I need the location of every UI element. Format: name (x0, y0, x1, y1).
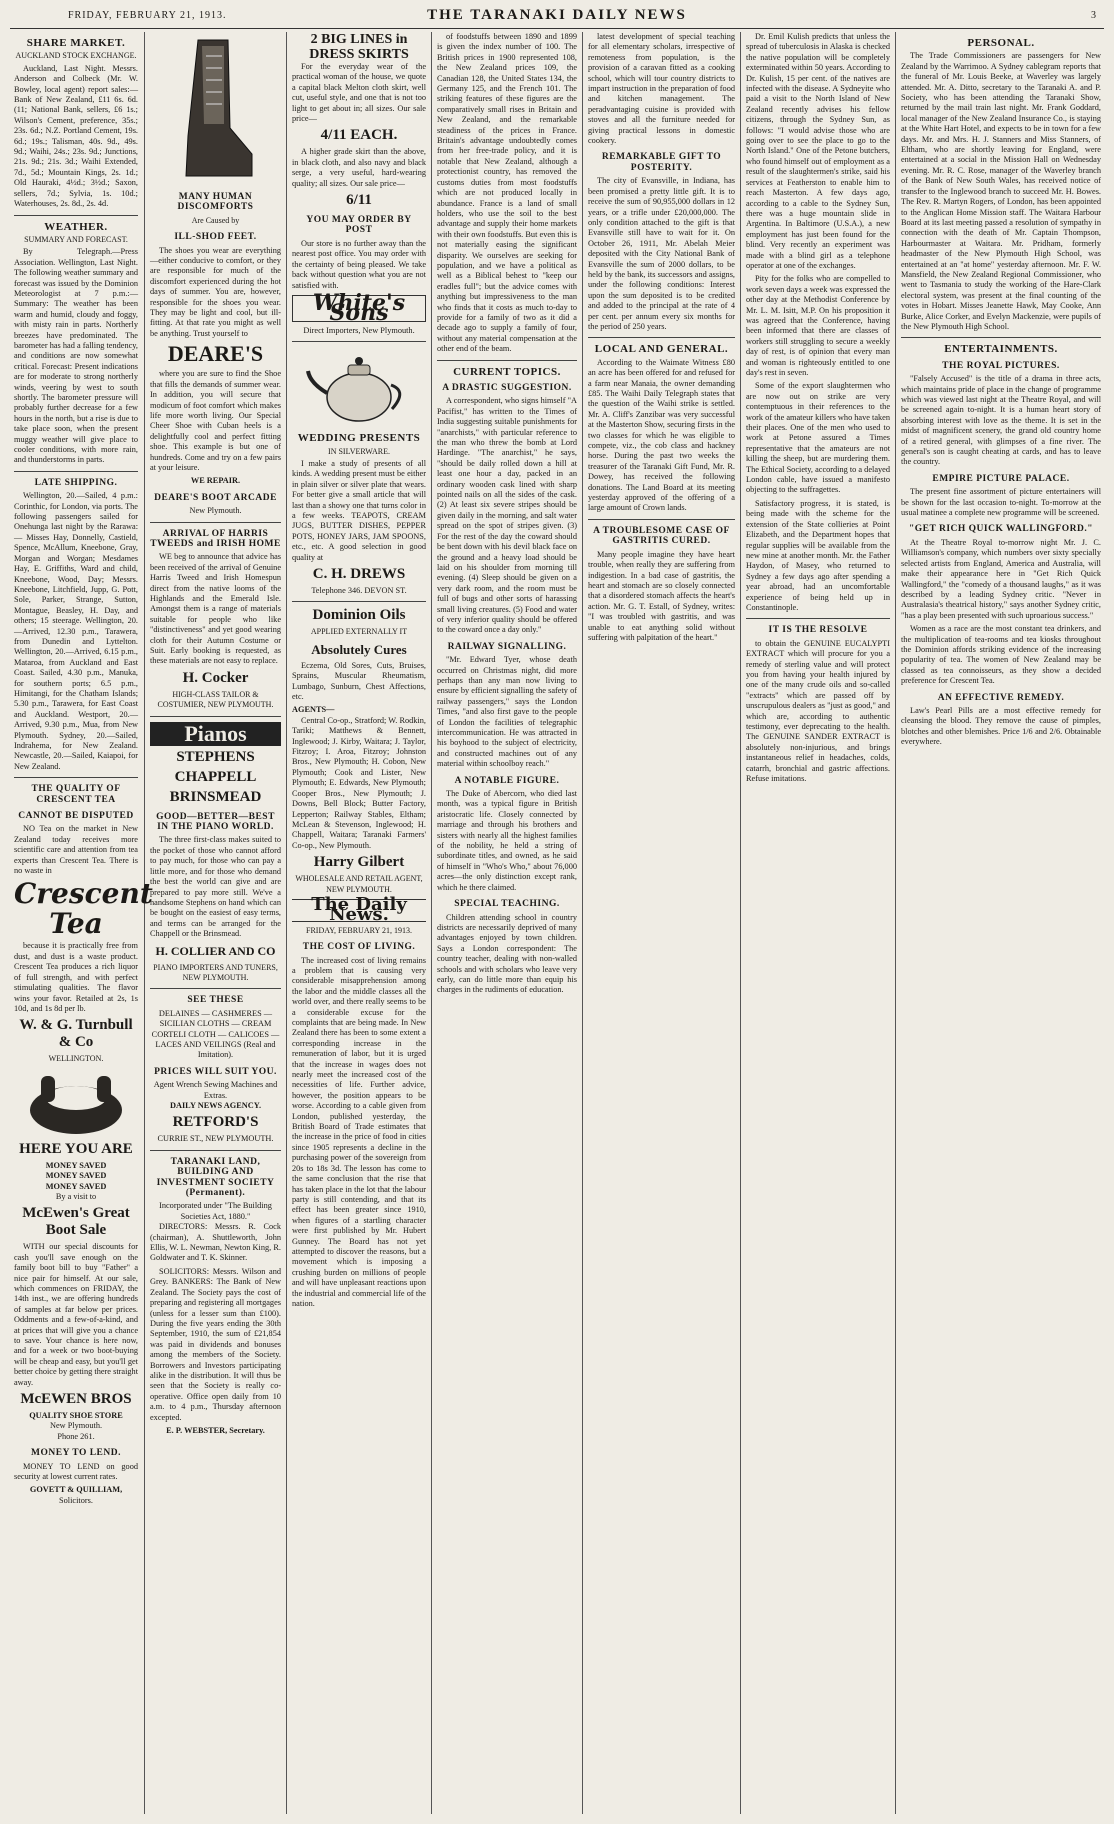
drastic-suggestion-article: A correspondent, who signs himself "A Pacifist," has written to the Times of India suggesting suitable punishments for "anarchists," with particular reference to the man who threw the bomb at Lord Hardinge. "The anarchist," he says, "should be daily rolled down a hill at least one hour a day, packed in an ordinary wooden cask lined with sharp pointed nails on all the sides of the cask. (2) At least six severe stripes should be given daily in the morning, and salt water spread on the spot of stripes given. (3) For the rest of the day the coward should be bent down with his devil black face on the ground and a heavy load should be laid on his shoulder from morning till evening. (4) Sleep should be given on a very dark room, and the room must be full of bugs and other sorts of harassing small living creatures. (5) Food and water of very inferior quality should be offered to the coward once a day only." (437, 396, 577, 635)
quality-shoe-store: QUALITY SHOE STORE (29, 1411, 123, 1421)
dress-price-2: 6/11 (346, 192, 372, 209)
entertainments-heading: ENTERTAINMENTS. (944, 343, 1058, 356)
good-better-best: GOOD—BETTER—BEST IN THE PIANO WORLD. (156, 811, 275, 833)
deare-ad-text-2: where you are sure to find the Shoe that fills the demands of summer wear. In addition, you will secure that modicum of foot comfort which makes life more worth living. Our Special Cheer Shoe with Cuban heels is a delightfully cool and perfect fitting shoe. This example is but one of hundreds. Come and try on a few pairs at your leisure. (150, 369, 281, 472)
wedding-presents-text: I make a study of presents of all kinds. A wedding present must be either in plain silver or silver plate that wears. For better give a small article that will last than a showy one that turns color in a few weeks. TEAPOTS, CREAM JUGS, BUTTER DISHES, PEPPER POTS, HONEY JARS, JAM SPOONS, etc., etc. A good selection in good quality at (292, 458, 426, 562)
column-rule (582, 32, 583, 1814)
divider (14, 215, 138, 216)
money-to-lend-text: MONEY TO LEND on good security at lowest current rates. (14, 1461, 138, 1482)
collieries-item: Satisfactory progress, it is stated, is being made with the scheme for the extension of the State collieries at Point Elizabeth, and the Department hopes that regular supplies will be available from the new mine at another month. Mr. the Father Haydon, of Masey, who returned to Sydney a few days ago after spending a year abroad, had an uncomfortable experience of being held up in Constantinople. (746, 498, 890, 612)
mcewen-phone: Phone 261. (57, 1431, 95, 1441)
building-society-text: SOLICITORS: Messrs. Wilson and Grey. BANKERS: The Bank of New Zealand. The Society pays the cost of preparing and registering all mortgages (unless for a lesser sum than £100). During the five years ending the 30th September, 1910, the sum of £21,854 was paid in dividends and bonuses among the members of the Society. Borrowers and Investors participating alike in the distribution. It will thus be seen that the Society is really co-operative. Office open daily from 10 a.m. to 4 p.m., Thursday afternoon excepted. (150, 1266, 281, 1422)
eucalypti-text: to obtain the GENUINE EUCALYPTI EXTRACT which will procure for you a remedy of sterling value and will protect you from having your health injured by one of the many crude oils and so-called "extracts" which are passed off by unscrupulous dealers as "just as good," and which are, according to authentic testimony, ever deprecating to the health. The GENUINE SANDER EXTRACT is absolutely non-injurious, and brings instantaneous relief in headaches, colds, catarrh, bronchial and gastric affections. Refuse imitations. (746, 638, 890, 784)
current-topics-heading: CURRENT TOPICS. (453, 365, 561, 378)
gilbert-sub: WHOLESALE AND RETAIL AGENT, NEW PLYMOUTH. (295, 874, 423, 894)
editorial-continued: of foodstuffs between 1890 and 1899 is given the index number of 100. The British prices in 1900 represented 108, the New Zealand prices 109, the Canadian 128, the United States 134, the Germany 125, and the French 101. The striking features of these figures are the comparatively small rises in Britain and New Zealand, and the remarkable steadiness of the prices in France. Britain's advantage undoubtedly comes from her free-trade policy, and it is notable that New Zealand, although a protectionist country, has removed the customs duties from most foodstuffs which are not produced locally in abundance. France is a land of small holders, who use the soil to the best advantage and supply their home markets with their own foodstuffs. But even this is not materially easing the significant disparity. We ourselves are seeking for population, and we have a political as well as a Biblical behest to "keep our eradles full"; but the advice comes with anything but impressiveness to the man who finds that it costs as much to-day to provide for a family of two as it did a decade ago to supply a family of four, without any material compensation at the other end of the beam. (437, 32, 577, 354)
dominion-oils-sub: APPLIED EXTERNALLY IT (310, 627, 408, 637)
notable-figure-heading: A NOTABLE FIGURE. (454, 775, 560, 786)
harris-tweeds-heading: ARRIVAL OF HARRIS TWEEDS and IRISH HOME (150, 528, 281, 549)
personal-article: The Trade Commissioners are passengers for New Zealand by the Warrimoo. A Sydney cablegram reports that the funeral of Mr. Louis Beeke, at Waverley was largely attended. Mr. A. Ditto, secretary to the Taranaki A. and P. Society, who has been attending the Taranaki Show, returned by the mail train last night. Mr. Frank Goddard, local manager of the New Zealand Insurance Co., is staying at the White Hart Hotel, and expects to be in town for a few days. Mr. and Mrs. H. J. Stanners and Miss Stanners, of Eltham, who are shortly leaving for England, were entertained at a social in the Mission Hall on Wednesday evening. Mr. R. C. Rose, manager of the Waverley branch of the Bank of New South Wales, has received notice of transfer to the Inglewood branch to succeed Mr. H. Bowes. The Rev. R. Martyn Rogers, of London, has been appointed to the Anglican Home Mission staff. The Waitara Harbour Board at its last meeting passed a resolution of sympathy in connection with the death of Mr. Captain Thompson, Harbourmaster at Waitara. Mr. Pridham, formerly headmaster of the New Plymouth High School, was entertained at an "at home" yesterday afternoon. Mr. F. W. Mansfield, the New Zealand Regional Commissioner, who went to Tasmania to study the working of the Hare-Clark electoral system, was present at the final counting of the votes in Hobart. Misses Jeanette Hawk, May Cooke, Ann Burke, Alice Corker, and Evelyn Mackenzie, were pupils of the New Plymouth High School. (901, 51, 1101, 331)
column-rule (144, 32, 145, 1814)
crescent-ad-text-2: because it is practically free from dust, and dust is a waste product. Crescent Tea produces a rich liquor of full strength, and with perfect stimulating qualities. The flavor wins your favor. Retailed at 2s, 1s 10d, and 1s 8d per lb. (14, 941, 138, 1013)
special-teaching-heading: SPECIAL TEACHING. (454, 899, 560, 910)
dress-skirts-text-2: A higher grade skirt than the above, in black cloth, and also navy and black serge, a very useful, hard-wearing quality; all sizes. Our sale price— (292, 147, 426, 188)
column-6 (746, 32, 890, 1816)
column-rule (740, 32, 741, 1814)
cost-of-living-heading: THE COST OF LIVING. (302, 942, 416, 953)
money-saved-line: MONEY SAVED (45, 1171, 107, 1181)
harris-tweeds-text: WE beg to announce that advice has been received of the arrival of Genuine Harris Tweed and Irish Homespun direct from the native looms of the Highlands and the Emerald Isle. Amongst them is a range of materials suitable for people who like "distinctiveness" and yet good wearing cloth for their Autumn Costume or Suit. Early booking is requested, as these materials are not easy to replace. (150, 552, 281, 666)
wedding-presents-heading: WEDDING PRESENTS (297, 432, 421, 445)
see-these-heading: SEE THESE (187, 995, 244, 1006)
effective-remedy-heading: AN EFFECTIVE REMEDY. (937, 692, 1065, 703)
day-of-rest-item: Pity for the folks who are compelled to work seven days a week was expressed the other day at the Methodist Conference by Mr. L. M. Isitt, M.P. On his proposition it was agreed that the Conference, having been informed that there are classes of workers still struggling to secure a weekly day of rest, is of opinion that every man and woman is righteously entitled to one day's rest in seven. (746, 274, 890, 377)
masthead (10, 6, 1104, 29)
money-to-lend-heading: MONEY TO LEND. (31, 1448, 121, 1459)
divider (292, 341, 426, 342)
order-by-post-text: Our store is no further away than the nearest post office. You may order with the certainty of being pleased. We take back without question what you are not satisfied with. (292, 238, 426, 290)
masthead-page-number: 3 (1091, 10, 1096, 21)
wallingford-article: At the Theatre Royal to-morrow night Mr. J. C. Williamson's company, which numbers over sixty specially selected artists from England, America and Australia, will make their appearance here in "Get Rich Quick Wallingford," the "comedy of a thousand laughs," as it was described by a leading Sydney critic. "Never in Australasia's theatrical history," says another Sydney critic, "has a play been presented with such uproarious success." (901, 537, 1101, 620)
harry-gilbert: Harry Gilbert (313, 854, 405, 871)
here-you-are-heading: HERE YOU ARE (19, 1140, 133, 1157)
wallingford-heading: "GET RICH QUICK WALLINGFORD." (908, 524, 1094, 535)
gastritis-article: Many people imagine they have heart trouble, when really they are suffering from indigestion. In a bad case of gastritis, the heart and stomach are so closely connected that a disordered stomach affects the heart's action. Mr. G. T. Estall, of Sydney, writes: "I was troubled with gastritis, and was unable to eat anything solid without suffering with palpitation of the heart." (588, 549, 735, 642)
retford-address: CURRIE ST., NEW PLYMOUTH. (157, 1134, 274, 1144)
share-market-subheading: AUCKLAND STOCK EXCHANGE. (15, 51, 137, 61)
weather-article: By Telegraph.—Press Association. Wellington, Last Night. The following weather summary and forecast was issued by the Dominion Meteorologist at 7 p.m.:— Summary: The weather has been warm and humid, cloudy and foggy, with misty rain in parts. Northerly breezes have predominated. The barometer has had a falling tendency, and conditions are now somewhat critical. Forecast: Present indications are for moderate to strong northerly winds, veering by west to south shortly. The barometer pressure will probably further decrease for a few hours in the north, but a rise is due to take place soon, when the present muggy weather will give place to cooler conditions, with more rain, and thunderstorms in parts. (14, 247, 138, 465)
deare-ad-text: The shoes you wear are everything—either conducive to comfort, or they are responsible for much of the discomfort experienced during the hot days of summer. You are, however, responsible for the shoes you wear. They may be light and cool, but ill-fitting. At that rate you might as well be anything. Trust yourself to (150, 245, 281, 338)
webster-signature: E. P. WEBSTER, Secretary. (166, 1425, 265, 1435)
mcewen-bros: McEWEN BROS (20, 1391, 132, 1408)
deare-location: New Plymouth. (189, 506, 242, 516)
column-2 (150, 32, 281, 1816)
masthead-date: FRIDAY, FEBRUARY 21, 1913. (68, 10, 227, 21)
money-saved-line: MONEY SAVED (45, 1160, 107, 1170)
gastritis-heading: A TROUBLESOME CASE OF GASTRITIS CURED. (593, 525, 730, 547)
share-market-article: Auckland, Last Night. Messrs. Anderson and Colbeck (Mr. W. Bowley, local agent) report sales:— Bank of New Zealand, £11 6s. 6d. (11; National Bank, sellers, £6 1s.; Wilson's Cement, preference, 35s.; 23s. 6d.; N.Z. Portland Cement, 19s. 6d.; 19s.; Talisman, 40s. 9d., 49s. 9d.; Waihi, 24s.; 23s. 9d.; Junctions, 21s. 9d.; 21s. 3d.; Waihi Extended, 7d., 5d.; Mountain Kings, 2s. 1d.; Old Hauraki, 4½d.; 3½d.; Saxon, sellers, 7d.; Sylvia, 1s. 10d.; Waterhouses, 2s. 8d., 2s. 4d. (14, 63, 138, 209)
share-market-heading: SHARE MARKET. (26, 37, 126, 49)
divider (150, 716, 281, 717)
remarkable-gift-article: The city of Evansville, in Indiana, has been promised a pretty little gift. It is to receive the sum of 90,955,000 dollars in 12 years, or a trifle under £20,000,000. The only condition attached to the gift is that Evansville still have to wait for it. On October 26, 1911, Mr. Abelah Meier deposited with the City National Bank of Evansville the sum of 2000 dollars, to be held by the bank, its successors and assigns, under the following conditions: Interest upon the sum deposited is to be credited and added to the principal at the rate of 4 per cent. per annum every six months for the period of 250 years. (588, 176, 735, 331)
crescent-ad-subheading: CANNOT BE DISPUTED (18, 811, 134, 822)
royal-pictures-article: "Falsely Accused" is the title of a drama in three acts, which maintains pride of place in the change of programme which was viewed last night at the Theatre Royal, and will be screened again to-night. It is a human heart story of absorbing interest with love as the theme. It is set in the midst of magnificent scenery, the grand old country home of a retired general, with glimpses of a fine river. The general's son is caught cheating at cards, and has to leave the country. (901, 374, 1101, 467)
boot-illustration (176, 36, 256, 186)
human-discomforts-sub: Are Caused by (191, 215, 240, 225)
hands-illustration (21, 1068, 131, 1138)
deares-boot-arcade: DEARE'S BOOT ARCADE (154, 492, 277, 503)
divider (14, 471, 138, 472)
column-3 (292, 32, 426, 1816)
weather-subheading: SUMMARY AND FORECAST. (24, 234, 128, 244)
solicitors-label: Solicitors. (59, 1495, 93, 1505)
teaching-continued: latest development of special teaching for all elementary scholars, irrespective of remoteness from population, is the provision of a caravan fitted as a cooking school, which will tour country districts to impart instruction in the preparation of food and kitchen management. The peradvantaging cuisine is provided with stoves and all the furniture needed for giving practical lessons in domestic cookery. (588, 32, 735, 146)
column-5 (588, 32, 735, 1816)
agent-line: Agent Wrench Sewing Machines and Extras. (153, 1080, 278, 1100)
news-items: Dr. Emil Kulish predicts that unless the spread of tuberculosis in Alaska is checked the native population will be completely exterminated within 50 years. According to Dr. Kulish, 15 per cent. of the natives are infected with the disease. A Sydneyite who paid a visit to the North Island of New Zealand recently advises his fellow citizens, through the Sydney Sun, as follows: "I would advise those who are going over to see the place to go to the North Island." One of the Petone butchers, who found himself out of employment as a result of the slaughtermen's strike, said his services at Featherston to enable him to reach Masterton. A few days ago, according to a cable to the Sydney Sun, there was a huge mountain slide in Argentina. In Baltimore (U.S.A.), a new employment has just been found for the blind. Very recently an experiment was made with a blind girl as a telephone operator at one of the exchanges. (746, 32, 890, 270)
divider (150, 522, 281, 523)
divider (437, 360, 577, 361)
local-general-heading: LOCAL AND GENERAL. (594, 343, 729, 356)
building-society-directors: DIRECTORS: Messrs. R. Cock (chairman), A. Shuttleworth, John Ellis, W. L. Newman, Newton King, R. Goldwater and T. K. Skinner. (150, 1222, 281, 1263)
drews-name: C. H. DREWS (312, 566, 406, 582)
human-discomforts-heading: MANY HUMAN DISCOMFORTS (177, 192, 254, 213)
building-society-inc: Incorporated under "The Building Societies Act, 1880." (159, 1201, 272, 1221)
divider (588, 337, 735, 338)
mcewen-boot-sale-heading: McEwen's Great Boot Sale (22, 1205, 130, 1239)
cures-text: Eczema, Old Sores, Cuts, Bruises, Sprains, Muscular Rheumatism, Lumbago, Sunburn, Chest Affections, etc. (292, 660, 426, 702)
chappell-brand: CHAPPELL (174, 768, 257, 785)
drews-address: Telephone 346. DEVON ST. (311, 586, 407, 595)
column-rule (431, 32, 432, 1814)
crescent-ad-heading: THE QUALITY OF CRESCENT TEA (31, 784, 121, 805)
building-society-heading: TARANAKI LAND, BUILDING AND INVESTMENT SOCIETY (Permanent). (156, 1156, 275, 1199)
railway-signalling-article: "Mr. Edward Tyer, whose death occurred on Christmas night, did more perhaps than any man now living to ensure by efficient signalling the safety of railway passengers," says the London Times, "and also first gave to the people of London the facilities of telegraphic intercommunication. He was attracted in his boyhood to the subject of electricity, and constructed machines out of any material within schoolboy reach." (437, 655, 577, 769)
whites-sons-logo: White's Sons (292, 295, 426, 322)
daily-news-agency: DAILY NEWS AGENCY. (169, 1101, 262, 1110)
personal-heading: PERSONAL. (967, 37, 1035, 49)
money-saved-line: MONEY SAVED (45, 1181, 107, 1191)
slaughtermen-item: Some of the export slaughtermen who are now out on strike are very contemptuous in their references to the work of the amateur killers who have taken their places. One of the men who used to work at Petone assured a Times representative that the amateurs are not killing the sheep, but are murdering them. The Ethical Society, according to a delayed London cable, have issued a manifesto objecting to the suffragettes. (746, 381, 890, 495)
brinsmead-brand: BRINSMEAD (169, 788, 262, 805)
dominion-oils-heading: Dominion Oils (312, 607, 406, 624)
remarkable-gift-heading: REMARKABLE GIFT TO POSTERITY. (601, 152, 722, 173)
whites-sub: Direct Importers, New Plymouth. (303, 325, 415, 335)
divider (901, 337, 1101, 338)
order-by-post: YOU MAY ORDER BY POST (306, 215, 412, 236)
cocker-name: H. Cocker (182, 669, 249, 686)
weather-heading: WEATHER. (44, 220, 108, 233)
crescent-ad-text: NO Tea on the market in New Zealand today receives more scientific care and attention from tea experts than Crescent Tea. There is no waste in (14, 824, 138, 876)
royal-pictures-heading: THE ROYAL PICTURES. (942, 360, 1060, 371)
wedding-presents-sub: IN SILVERWARE. (328, 446, 390, 456)
divider (150, 1150, 281, 1151)
stephens-brand: STEPHENS (176, 748, 255, 765)
deares-name: DEARE'S (167, 341, 264, 367)
agents-list: Central Co-op., Stratford; W. Rodkin, Tariki; Matthews & Bennett, Inglewood; J. Kirby, Waitara; J. Taylor, Fitzroy; I. Aroa, Fitzroy; Johnston Bros., New Plymouth; H. Cobon, New Plymouth; Cook and Lister, New Plymouth; E. Edwards, New Plymouth; Cooper Bros., New Plymouth; J. Downs, Bell Block; Butter Factory, Lepperton; Railway Stables, Eltham; McLean & Stevenson, Inglewood; H. Chappell, Waitara; Taranaki Farmers' Co-op., New Plymouth. (292, 715, 426, 850)
agents-heading: AGENTS— (292, 705, 335, 715)
cocker-sub: HIGH-CLASS TAILOR & COSTUMIER, NEW PLYMOUTH. (157, 689, 274, 710)
masthead-title: THE TARANAKI DAILY NEWS (427, 7, 687, 23)
editorial-date: FRIDAY, FEBRUARY 21, 1913. (306, 925, 412, 935)
by-a-visit: By a visit to (55, 1191, 97, 1201)
special-teaching-article: Children attending school in country districts are necessarily deprived of many advantages enjoyed by town children. Says a London correspondent: The country teacher, dealing with non-walled schools and with scholars who leave very early, can do little more than equip his charges in the rudiments of education. (437, 912, 577, 995)
shipping-heading: LATE SHIPPING. (34, 477, 118, 488)
teapot-illustration (304, 347, 414, 427)
notable-figure-article: The Duke of Abercorn, who died last month, was a typical figure in British aristocratic life. Closely connected by marriage and through his brothers and sisters with nearly all the highest families of the nobility, he held a string of subordinate titles, and owned, as he said of himself in "Who's Who," about 76,000 acres—the only distinction except rank, which he there claimed. (437, 789, 577, 892)
prices-will-suit: PRICES WILL SUIT YOU. (154, 1066, 277, 1077)
mcewen-address: New Plymouth. (49, 1421, 103, 1431)
column-1 (14, 32, 153, 1816)
daily-news-nameplate: The Daily News. (292, 899, 426, 922)
eucalypti-heading: IT IS THE RESOLVE (768, 625, 868, 636)
govett-quilliam: GOVETT & QUILLIAM, (29, 1485, 123, 1495)
retfords-name: RETFORD'S (172, 1114, 259, 1131)
railway-signalling-heading: RAILWAY SIGNALLING. (447, 641, 567, 652)
dress-price-1: 4/11 EACH. (320, 127, 398, 144)
effective-remedy-text: Law's Pearl Pills are a most effective remedy for cleansing the blood. They remove the cause of pimples, blotches and other blemishes. Price 1/6 and 2/6. Obtainable everywhere. (901, 705, 1101, 747)
dress-skirts-heading: 2 BIG LINES in DRESS SKIRTS (309, 32, 409, 62)
column-rule (895, 32, 896, 1814)
divider (588, 519, 735, 520)
shipping-article: Wellington, 20.—Sailed, 4 p.m.: Corinthic, for London, via ports. The following passengers sailed for Onehunga last night by the Rarawa:— Misses Hay, Donnelly, Castield, Spence, McAllum, Kneebone, Gray, Morgan and Worgan; Mesdames Hay, E. Griffiths, Ward and child, Kneebone, Wood, Day; Messrs. Kneebone, Litchfield, Jupp, G. Pott, Sole, Parker, Strange, Sutton, Montague, Beasley, H. Day, and others; 15 steerage. Wellington, 20.—Arrived, 12.30 p.m., Tarawera, from Dunedin and Lyttelton. Wellington, 20.—Arrived, 6.15 p.m., Mataroa, from Auckland and East Coast. Sailed, 4.30 p.m., Manuka, for southern ports; 6.5 p.m., Himitangi, for the Chatham Islands; 5.30 p.m., Tarawera, for East Coast and Auckland. Westport, 20.—Arrived, 9.30 p.m., Mua, from New Plymouth. Sydney, 20.—Sailed, Indrahema, for New Zealand. Newcastle, 20.—Sailed, Kaiapoi, for New Zealand. (14, 491, 138, 771)
divider (746, 618, 890, 619)
collier-name: H. COLLIER AND CO (155, 943, 276, 958)
column-7 (901, 32, 1101, 1816)
tea-article: Women as a race are the most constant tea drinkers, and the multiplication of tea-rooms and tea kiosks throughout the Dominion affords striking evidence of the increasing popularity of tea. The women of New Zealand may be classed as tea connoisseurs, as they show a decided preference for Crescent Tea. (901, 624, 1101, 686)
crescent-tea-logo: Crescent Tea (14, 877, 153, 941)
divider (150, 988, 281, 989)
turnbull-name: W. & G. Turnbull & Co (19, 1017, 133, 1051)
collier-sub: PIANO IMPORTERS AND TUNERS, NEW PLYMOUTH. (153, 962, 278, 982)
empire-palace-article: The present fine assortment of picture entertainers will be shown for the last occasion to-night. To-morrow at the usual matinee a complete new programme will be screened. (901, 487, 1101, 518)
drastic-suggestion-heading: A DRASTIC SUGGESTION. (442, 383, 572, 393)
column-rule (286, 32, 287, 1814)
local-general-article: According to the Waimate Witness £80 an acre has been offered for and refused for a farm near Manaia, the owner demanding £85. The Waihi Daily Telegraph states that the question of the Waihi strike is settled. Mr. A. Cliff's Zanzibar was very successful at the Masterton Show, securing firsts in the two classes for which he was eligible to compete, viz., the cob class and hackney horse. During the past two weeks the treasurer of the Taranaki Gift Fund, Mr. R. Dowey, has received the following donations. The Land Board at its meeting yesterday approved of the offering of a large amount of Crown lands. (588, 357, 735, 513)
ill-shod-feet: ILL-SHOD FEET. (174, 232, 257, 243)
turnbull-location: WELLINGTON. (48, 1054, 104, 1064)
pianos-banner: Pianos (150, 722, 281, 746)
dress-skirts-text: For the everyday wear of the practical woman of the house, we quote a capital black Melton cloth skirt, well cut, useful style, and one that is not too light to get about in; all sizes. Our sale price— (292, 62, 426, 124)
absolutely-cures: Absolutely Cures (311, 641, 407, 657)
column-4 (437, 32, 577, 1816)
we-repair: WE REPAIR. (190, 476, 241, 486)
cost-of-living-article: The increased cost of living remains a problem that is causing very considerable misapprehension among the labor and the middle classes all the world over, and there really seems to be a considerable excuse for the complaints that are being made. In New Zealand there has been to some extent a corresponding increase in the remuneration of labor, but it is urged that the increase in wages does not nearly meet the increased cost of the necessities of life. Further advice, however, the position appears to be worse. According to a cable given from London, published yesterday, the British Board of Trade estimates that the increase in the price of food in cities since 1905 represents a decline in the purchasing power of the sovereign from 20s to 18s 3d. The lesson has come to the same conclusion that the rise that has taken place in the lot that the labour party is still contending, and that its effect has been greater since 1910, when figures of a startling character were first published by Mr. Hubert Gunney. The Board has not yet attempted to discover the reasons, but a movement which is imposing a crushing burden on millions of people and will have unpleasant reactions upon the industrial and commercial life of the nation. (292, 955, 426, 1308)
goods-list: DELAINES — CASHMERES — SICILIAN CLOTHS — CREAM CORTELI CLOTH — CALICOES — LACES AND VEILINGS (Real and Imitation). (151, 1008, 280, 1060)
divider (14, 777, 138, 778)
divider (292, 601, 426, 602)
empire-palace-heading: EMPIRE PICTURE PALACE. (932, 473, 1070, 484)
piano-ad-text: The three first-class makes suited to the pocket of those who cannot afford to pay much, for those who can pay a little more, and for those who demand the best the world can give and are prepared to pay more still. We've a handsome Stephens on hand which can be bought on the easiest of easy terms, and terms can be arranged for the Chappell or the Brinsmead. (150, 835, 281, 939)
mcewen-ad-text: WITH our special discounts for cash you'll save enough on the family boot bill to buy "Father" a nice pair for himself. At our sale, which commences on FRIDAY, the 14th inst., we are offering hundreds of samples at far below per prices. Oddments and a few-of-a-kind, and at prices that will give you a chance to save. Your chance is here now, and for a week or two boot-buying will be cheap and easy, but you'll get better choice by getting there straight away. (14, 1242, 138, 1387)
